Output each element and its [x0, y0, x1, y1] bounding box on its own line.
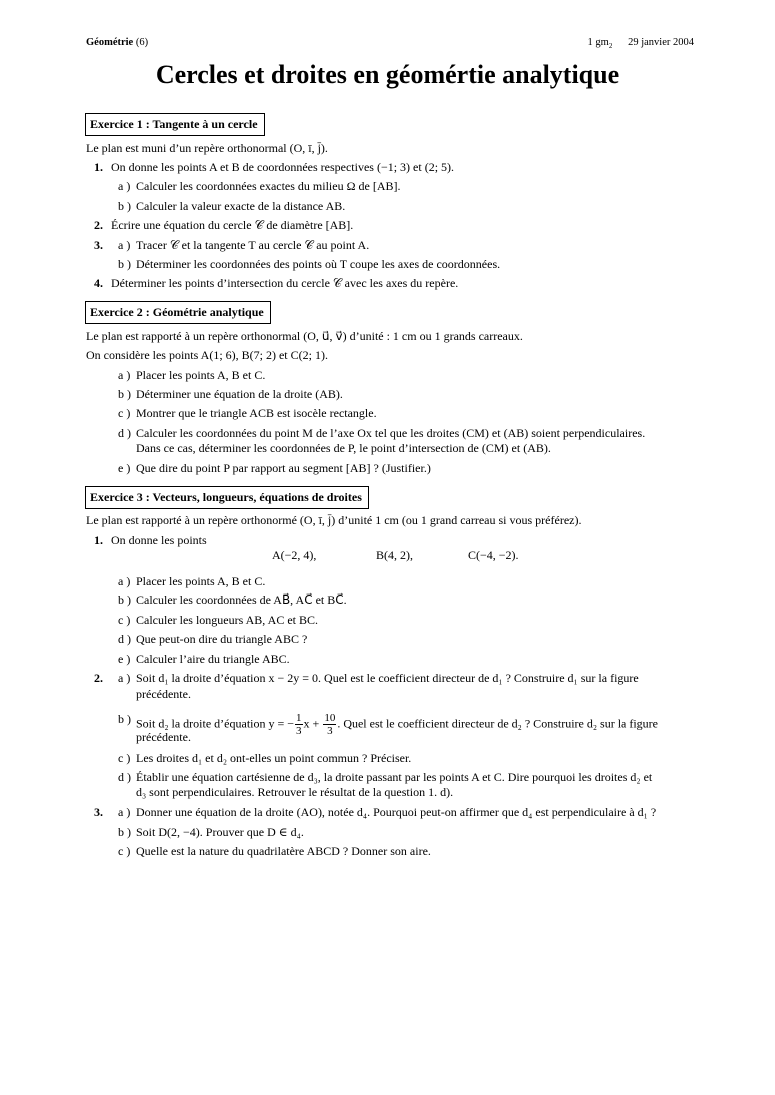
ex1-q3a: Tracer 𝒞 et la tangente T au cercle 𝒞 au point A.: [136, 238, 370, 252]
fraction-ten-thirds: $\frac{10}{3}$: [324, 712, 336, 737]
header-course: Géométrie (6): [86, 37, 149, 48]
ex2-d-line1: Calculer les coordonnées du point M de l’axe Ox tel que les droites (CM) et (AB) soient perpendiculaires.: [136, 426, 646, 440]
ex3-q2b-label: b ): [118, 712, 131, 726]
ex3-q2d-line1: Établir une équation cartésienne de d₃, la droite passant par les points A et C. Dire pourquoi les droites d₂ et: [136, 770, 653, 784]
exercise-3-heading: Exercice 3 : Vecteurs, longueurs, équations de droites: [85, 486, 369, 509]
ex3-q3a: Donner une équation de la droite (AO), notée d₄. Pourquoi peut-on affirmer que d₄ est perpendiculaire à d₁ ?: [136, 805, 657, 819]
ex3-q2-number: 2.: [94, 671, 103, 685]
ex3-intro: Le plan est rapporté à un repère orthonormé (O, ī, j̄) d’unité 1 cm (ou 1 grand carreau si vous préférez).: [86, 513, 582, 527]
ex1-q1-number: 1.: [94, 160, 103, 174]
exercise-2-heading: Exercice 2 : Géométrie analytique: [85, 301, 271, 324]
ex3-point-b: B(4, 2),: [376, 548, 413, 562]
ex3-q2b-line2: précédente.: [136, 730, 191, 744]
ex1-q4-number: 4.: [94, 276, 103, 290]
ex1-q3-number: 3.: [94, 238, 103, 252]
ex3-q3-number: 3.: [94, 805, 103, 819]
ex1-q1a-label: a ): [118, 179, 131, 193]
ex2-a-label: a ): [118, 368, 131, 382]
ex3-q1a-label: a ): [118, 574, 131, 588]
ex3-q3c-label: c ): [118, 844, 131, 858]
ex3-q1c-label: c ): [118, 613, 131, 627]
ex2-intro-2: On considère les points A(1; 6), B(7; 2) et C(2; 1).: [86, 348, 328, 362]
ex1-q2-number: 2.: [94, 218, 103, 232]
ex3-point-c: C(−4, −2).: [468, 548, 519, 562]
ex3-q1: On donne les points: [111, 533, 207, 547]
ex1-q3b-label: b ): [118, 257, 131, 271]
ex3-q2c: Les droites d₁ et d₂ ont-elles un point commun ? Préciser.: [136, 751, 412, 765]
ex1-q2: Écrire une équation du cercle 𝒞 de diamètre [AB].: [111, 218, 354, 232]
ex3-q1c: Calculer les longueurs AB, AC et BC.: [136, 613, 318, 627]
ex3-q2d-line2: d₃ sont perpendiculaires. Retrouver le résultat de la question 1. d).: [136, 785, 454, 799]
ex2-e: Que dire du point P par rapport au segment [AB] ? (Justifier.): [136, 461, 431, 475]
ex1-q1: On donne les points A et B de coordonnées respectives (−1; 3) et (2; 5).: [111, 160, 455, 174]
ex2-d-label: d ): [118, 426, 131, 440]
ex3-q1d: Que peut-on dire du triangle ABC ?: [136, 632, 308, 646]
ex2-c-label: c ): [118, 406, 131, 420]
header-class-date: 1 $gm_2$ 29 janvier 2004: [587, 37, 694, 51]
ex1-q1b-label: b ): [118, 199, 131, 213]
ex2-e-label: e ): [118, 461, 131, 475]
ex3-q3b-label: b ): [118, 825, 131, 839]
ex3-q2a-line1: Soit d₁ la droite d’équation x − 2y = 0. Quel est le coefficient directeur de d₁ ? Construire d₁ sur la figure: [136, 671, 639, 685]
ex3-q1-number: 1.: [94, 533, 103, 547]
ex3-q1e-label: e ): [118, 652, 131, 666]
ex2-c: Montrer que le triangle ACB est isocèle rectangle.: [136, 406, 377, 420]
ex3-q1e: Calculer l’aire du triangle ABC.: [136, 652, 290, 666]
ex2-a: Placer les points A, B et C.: [136, 368, 266, 382]
fraction-one-third: $\frac{1}{3}$: [296, 712, 302, 737]
ex3-q2a-label: a ): [118, 671, 131, 685]
ex1-q1a: Calculer les coordonnées exactes du milieu Ω de [AB].: [136, 179, 401, 193]
ex1-q3a-label: a ): [118, 238, 131, 252]
page-title: Cercles et droites en géomértie analytique: [155, 60, 620, 89]
ex2-d-line2: Dans ce cas, déterminer les coordonnées de P, le point d’intersection de (CM) et (AB).: [136, 441, 551, 455]
ex3-q1b: Calculer les coordonnées de AB⃗, AC⃗ et BC⃗.: [136, 593, 347, 607]
ex3-q3b: Soit D(2, −4). Prouver que D ∈ d₄.: [136, 825, 304, 839]
ex1-intro: Le plan est muni d’un repère orthonormal (O, ī, j̄).: [86, 141, 328, 155]
ex2-intro-1: Le plan est rapporté à un repère orthonormal (O, u⃗, v⃗) d’unité : 1 cm ou 1 grands carreaux.: [86, 329, 523, 343]
ex1-q1b: Calculer la valeur exacte de la distance AB.: [136, 199, 346, 213]
ex3-q1b-label: b ): [118, 593, 131, 607]
ex3-point-a: A(−2, 4),: [272, 548, 317, 562]
ex1-q4: Déterminer les points d’intersection du cercle 𝒞 avec les axes du repère.: [111, 276, 459, 290]
ex3-q1a: Placer les points A, B et C.: [136, 574, 266, 588]
ex3-q2a-line2: précédente.: [136, 687, 191, 701]
ex1-q3b: Déterminer les coordonnées des points où T coupe les axes de coordonnées.: [136, 257, 501, 271]
ex3-q3a-label: a ): [118, 805, 131, 819]
ex2-b-label: b ): [118, 387, 131, 401]
ex3-q1d-label: d ): [118, 632, 131, 646]
ex3-q2c-label: c ): [118, 751, 131, 765]
exercise-1-heading: Exercice 1 : Tangente à un cercle: [85, 113, 265, 136]
ex3-q3c: Quelle est la nature du quadrilatère ABCD ? Donner son aire.: [136, 844, 431, 858]
ex3-q2d-label: d ): [118, 770, 131, 784]
ex3-q2b-line1: Soit d₂ la droite d’équation y = − $\frac{1}{3}$ x + $\frac{10}{3}$ . Quel est le coefficient directeur de d₂ ? Construire d₂ sur la figure: [136, 712, 659, 737]
ex2-b: Déterminer une équation de la droite (AB).: [136, 387, 343, 401]
